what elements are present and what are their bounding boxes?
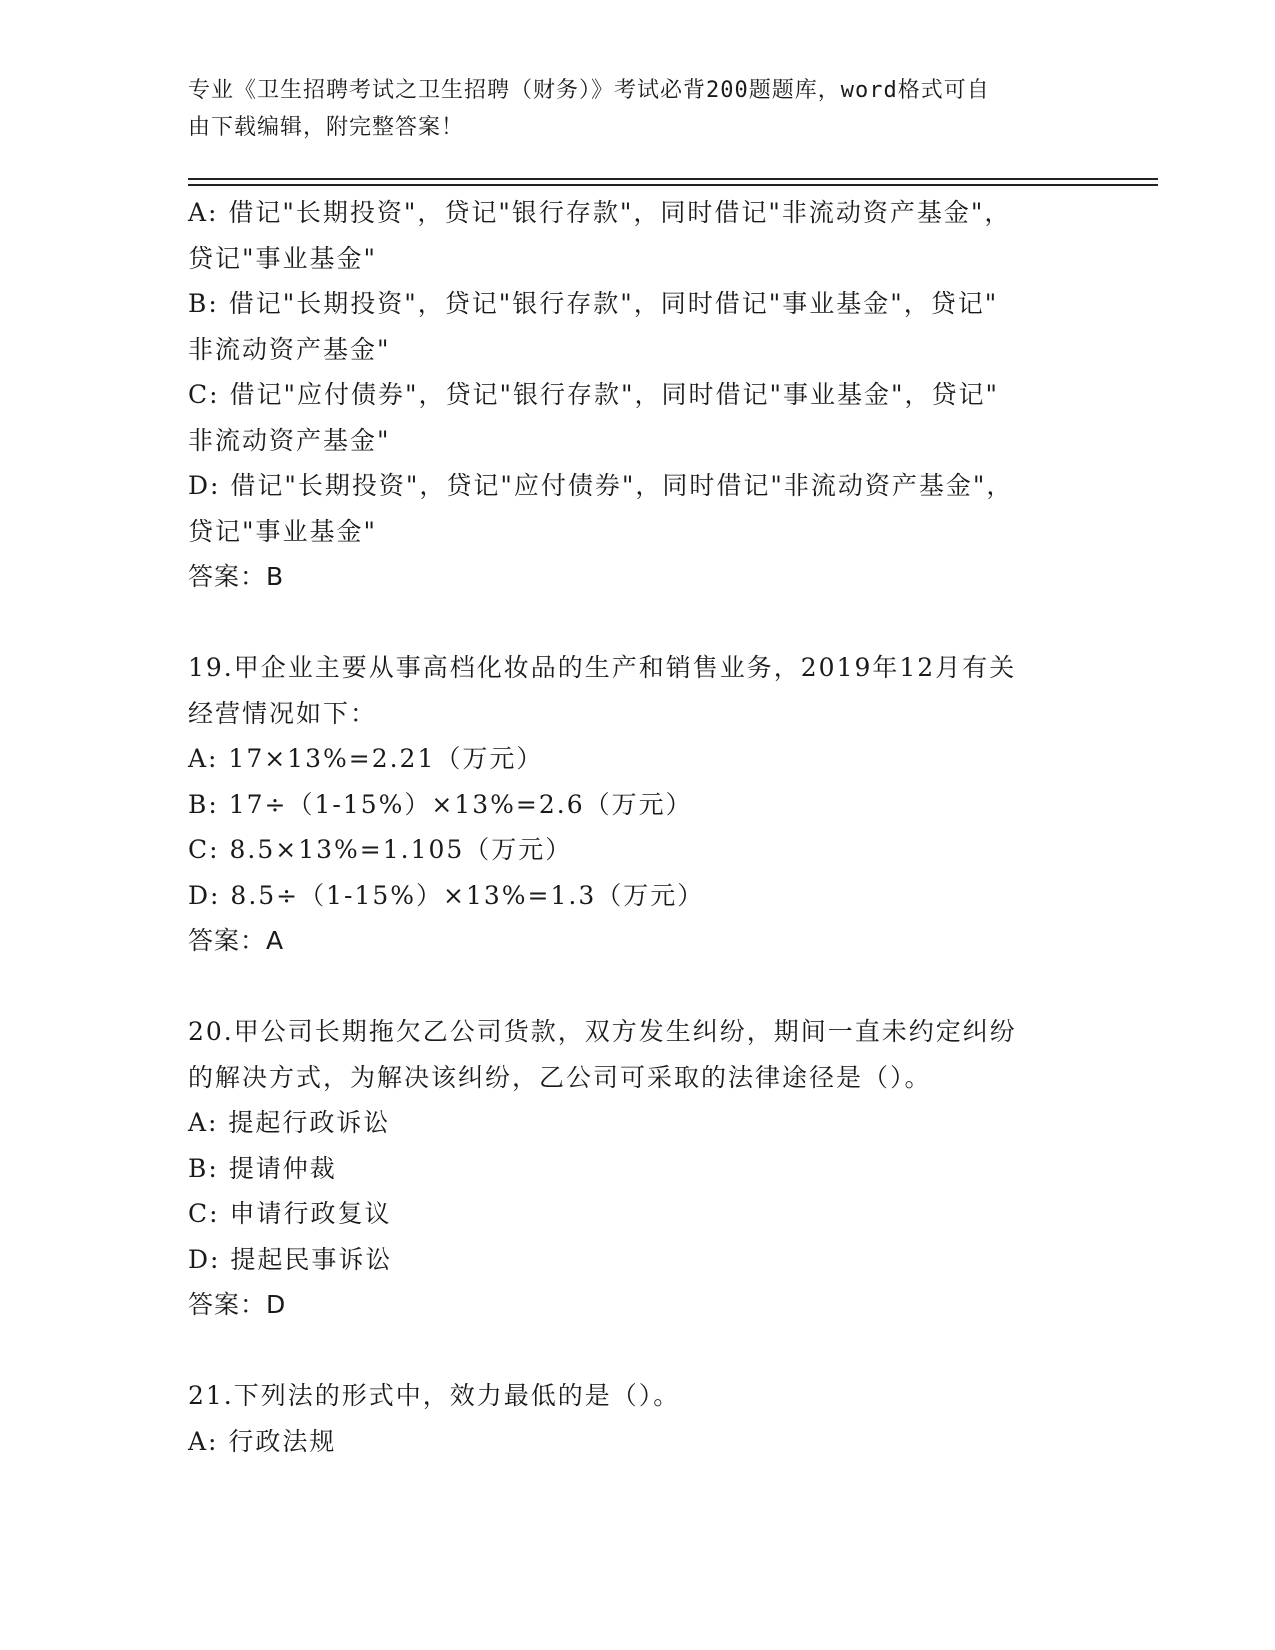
header-divider-top: [188, 178, 1158, 180]
option-a: A: 17×13%=2.21（万元）: [188, 744, 544, 773]
header-line-2: 由下载编辑，附完整答案！: [188, 115, 465, 140]
option-d-line-2: 贷记"事业基金": [188, 516, 377, 546]
option-d: D: 8.5÷（1-15%）×13%=1.3（万元）: [188, 880, 705, 910]
option-b: B: 提请仲裁: [188, 1153, 337, 1183]
option-c-line-2: 非流动资产基金": [188, 425, 391, 455]
option-a-line-2: 贷记"事业基金": [188, 243, 377, 273]
question-18: [188, 190, 1088, 600]
answer: 答案：B: [188, 562, 285, 591]
option-d: D: 提起民事诉讼: [188, 1244, 393, 1274]
option-a: A: 提起行政诉讼: [188, 1108, 391, 1137]
answer: 答案：D: [188, 1290, 287, 1319]
option-b-line-2: 非流动资产基金": [188, 334, 391, 364]
document-header: [188, 72, 1068, 146]
option-c-line-1: C: 借记"应付债券"，贷记"银行存款"，同时借记"事业基金"，贷记": [188, 380, 999, 409]
header-line-1: 专业《卫生招聘考试之卫生招聘（财务）》考试必背200题题库，word格式可自: [188, 78, 990, 103]
spacer: [188, 1328, 1088, 1374]
answer: 答案：A: [188, 926, 285, 955]
spacer: [188, 964, 1088, 1010]
option-b-line-1: B: 借记"长期投资"，贷记"银行存款"，同时借记"事业基金"，贷记": [188, 289, 999, 318]
question-20: [188, 1009, 1088, 1328]
question-21: [188, 1373, 1088, 1464]
option-a-line-1: A: 借记"长期投资"，贷记"银行存款"，同时借记"非流动资产基金"，: [188, 198, 1012, 227]
option-b: B: 17÷（1-15%）×13%=2.6（万元）: [188, 789, 693, 819]
question-19: [188, 645, 1088, 964]
question-stem-line-2: 经营情况如下：: [188, 698, 378, 728]
spacer: [188, 600, 1088, 646]
header-divider-bottom: [188, 184, 1158, 186]
question-stem: 21.下列法的形式中，效力最低的是（）。: [188, 1381, 681, 1410]
question-stem-line-1: 19.甲企业主要从事高档化妆品的生产和销售业务，2019年12月有关: [188, 653, 1017, 682]
question-content: [188, 190, 1088, 1464]
option-a: A: 行政法规: [188, 1426, 337, 1456]
question-stem-line-1: 20.甲公司长期拖欠乙公司货款，双方发生纠纷，期间一直未约定纠纷: [188, 1017, 1017, 1046]
option-c: C: 申请行政复议: [188, 1199, 392, 1228]
option-d-line-1: D: 借记"长期投资"，贷记"应付债券"，同时借记"非流动资产基金"，: [188, 471, 1014, 500]
question-stem-line-2: 的解决方式，为解决该纠纷，乙公司可采取的法律途径是（）。: [188, 1062, 932, 1092]
option-c: C: 8.5×13%=1.105（万元）: [188, 835, 573, 864]
